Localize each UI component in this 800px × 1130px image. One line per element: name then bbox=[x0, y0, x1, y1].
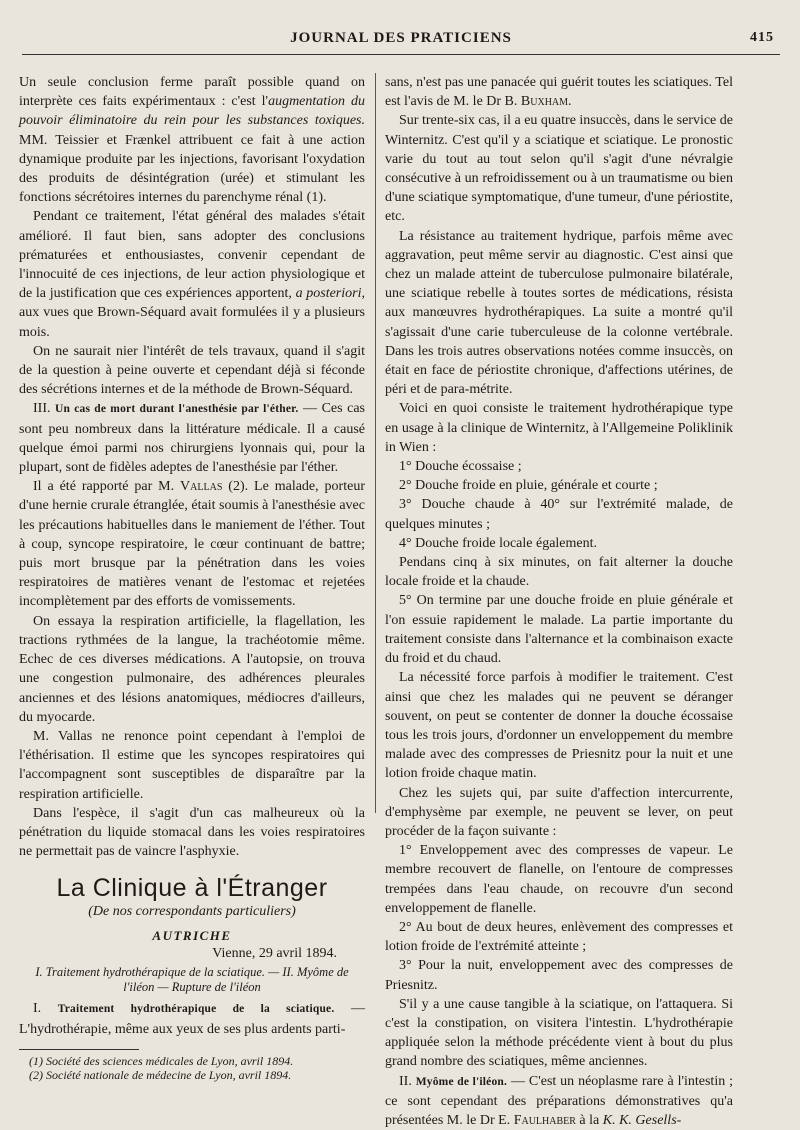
paragraph: Dans l'espèce, il s'agit d'un cas malheureux où la pénétration du liquide stomacal dans les voies respiratoires ne permettait pas de vaincre l'asphyxie. bbox=[19, 805, 365, 860]
section-title: La Clinique à l'Étranger bbox=[56, 874, 328, 903]
paragraph: M. Vallas ne renonce point cependant à l'emploi de l'éthérisation. Il estime que les syncopes respiratoires qui l'accompagnent sont susceptibles de disparaître par la respiration artificielle. bbox=[19, 728, 365, 802]
paragraph: On essaya la respiration artificielle, la flagellation, les tractions rythmées de la langue, la trachéotomie même. Echec de ces diverses médications. A l'autopsie, on trouva une congestion pulmonaire, des adhérences pleurales anciennes et des lésions anatomiques, médiocres d'ailleurs, du myocarde. bbox=[19, 613, 365, 725]
column-divider bbox=[375, 73, 376, 813]
list-item: 4° Douche froide locale également. bbox=[399, 535, 598, 551]
paragraph-sciatica: I. Traitement hydrothérapique de la sciatique. — L'hydrothérapie, même aux yeux de ses plus ardents parti- bbox=[19, 1001, 366, 1037]
paragraph: Un seule conclusion ferme paraît possible quand on interprète ces faits expérimentaux : c'est l'augmentation du pouvoir éliminatoire du rein pour les substances toxiques. MM. Teissier et Frænkel attribuent ce fait à une action dynamique produite par les injections, favorisant l'oxydation des produits de désintégration (urée) et stimulant les fonctions sécrétoires internes du parenchyme rénal (1). bbox=[19, 75, 365, 206]
journal-title: JOURNAL DES PRATICIENS bbox=[290, 30, 512, 46]
run-in-heading: Un cas de mort durant l'anesthésie par l'éther. bbox=[55, 403, 299, 416]
run-in-heading: Traitement hydrothérapique de la sciatique. bbox=[57, 1003, 335, 1016]
paragraph: Pendant ce traitement, l'état général des malades s'était amélioré. Il faut bien, sans adopter des conclusions prématurées et enthousiastes, convenir cependant de l'innocuité de ces injections, de leur action physiologique et de la justification que ces expériences apportent, a posteriori, aux vues que Brown-Séquard avait formulées il y a plusieurs mois. bbox=[19, 209, 365, 340]
footnote-2: (2) Société nationale de médecine de Lyon, avril 1894. bbox=[29, 1068, 292, 1083]
list-item: 2° Douche froide en pluie, générale et courte ; bbox=[399, 478, 658, 494]
list-item: 3° Pour la nuit, enveloppement avec des compresses de Priesnitz. bbox=[385, 958, 733, 993]
footnote-1: (1) Société des sciences médicales de Lyon, avril 1894. bbox=[29, 1053, 294, 1068]
list-item: 1° Enveloppement avec des compresses de vapeur. Le membre recouvert de flanelle, on l'entoure de compresses trempées dans l'eau chaude, on recouvre d'un second enveloppement de flanelle. bbox=[385, 843, 733, 916]
contents-summary: I. Traitement hydrothérapique de la sciatique. — II. Myôme de l'iléon — Rupture de l'iléon bbox=[35, 965, 349, 995]
left-column bbox=[19, 73, 366, 1083]
paragraph-myoma: II. Myôme de l'iléon. — C'est un néoplasme rare à l'intestin ; ce sont cependant des préparations démonstratives qu'a présentées M. le Dr E. Faulhaber à la K. K. Gesells- bbox=[385, 1073, 733, 1128]
paragraph: Pendans cinq à six minutes, on fait alterner la douche locale froide et la chaude. bbox=[385, 555, 733, 590]
paragraph: La nécessité force parfois à modifier le traitement. C'est ainsi que chez les malades qui ne peuvent se déranger souvent, on peut se contenter de donner la douche écossaise tous les trois jours, d'ordonner un enveloppement du membre malade avec des compresses de Priesnitz pour la nuit et une lotion froide chaque matin. bbox=[385, 670, 733, 782]
paragraph: Chez les sujets qui, par suite d'affection intercurrente, d'emphysème par exemple, ne peuvent se lever, on peut procéder de la façon suivante : bbox=[385, 785, 733, 839]
right-column bbox=[385, 73, 733, 1128]
paragraph: S'il y a une cause tangible à la sciatique, on l'attaquera. Si c'est la constipation, on visitera l'intestin. L'hydrothérapie appliquée selon la méthode précédente vient à bout du plus grand nombre des sciatiques, même anciennes. bbox=[385, 996, 733, 1070]
paragraph: Sur trente-six cas, il a eu quatre insuccès, dans le service de Winternitz. C'est qu'il y a sciatique et sciatique. Le pronostic varie du tout au tout selon qu'il s'agit d'une névralgie consécutive à un refroidissement ou à un traumatisme ou bien d'une sciatique symptomatique, d'une tumeur, d'une périostite, etc. bbox=[385, 113, 733, 225]
paragraph: Voici en quoi consiste le traitement hydrothérapique type en usage à la clinique de Winternitz, à l'Allgemeine Poliklinik in Wien : bbox=[385, 401, 733, 455]
list-item: 5° On termine par une douche froide en pluie générale et l'on essuie rapidement le malade. La partie importante du traitement consiste dans l'alternance et la combinaison exacte du froid et du chaud. bbox=[385, 593, 733, 667]
list-item: 2° Au bout de deux heures, enlèvement des compresses et lotion froide de l'extrémité atteinte ; bbox=[385, 919, 733, 955]
section-subtitle: (De nos correspondants particuliers) bbox=[88, 904, 296, 920]
paragraph: La résistance au traitement hydrique, parfois même avec aggravation, peut même servir au diagnostic. C'est ainsi que chez un malade atteint de tuberculose pulmonaire bilatérale, une sciatique rebelle à toutes sortes de médications, résista aux manœuvres hydrothérapiques. La suite a montré qu'il s'agissait d'une carie tuberculeuse de la colonne vertébrale. Dans les trois autres observations notées comme insuccès, on était en face de périostite chronique, d'affections utérines, de péri et de para-métrite. bbox=[385, 228, 733, 398]
paragraph: Il a été rapporté par M. Vallas (2). Le malade, porteur d'une hernie crurale étranglée, était soumis à l'anesthésie avec les précautions habituelles dans le maniement de l'éther. Tout à coup, syncope respiratoire, le cœur continuant de battre; puis mort brusque par la pénétration dans les voies respiratoires de matières venant de l'estomac et rejetées incomplètement par des efforts de vomissements. bbox=[19, 479, 365, 610]
paragraph-ether-case: III. Un cas de mort durant l'anesthésie par l'éther. — Ces cas sont peu nombreux dans la littérature médicale. Il a causé quelque émoi parmi nos chirurgiens lyonnais qui, pour la plupart, sont de fidèles adeptes de l'anesthésie par l'éther. bbox=[19, 401, 365, 476]
header-rule bbox=[22, 54, 780, 55]
page-number: 415 bbox=[750, 30, 774, 45]
footnote-rule bbox=[19, 1049, 139, 1050]
list-item: 3° Douche chaude à 40° sur l'extrémité malade, de quelques minutes ; bbox=[385, 497, 733, 532]
country-heading: AUTRICHE bbox=[152, 928, 232, 944]
running-header bbox=[22, 28, 780, 50]
run-in-heading: Myôme de l'iléon. bbox=[415, 1075, 508, 1088]
dateline: Vienne, 29 avril 1894. bbox=[212, 946, 337, 962]
paragraph: sans, n'est pas une panacée qui guérit toutes les sciatiques. Tel est l'avis de M. le Dr B. Buxham. bbox=[385, 75, 733, 110]
list-item: 1° Douche écossaise ; bbox=[399, 459, 522, 475]
paragraph: On ne saurait nier l'intérêt de tels travaux, quand il s'agit de la question à peine ouverte et cependant déjà si féconde des sécrétions internes et de la méthode de Brown-Séquard. bbox=[19, 343, 365, 398]
